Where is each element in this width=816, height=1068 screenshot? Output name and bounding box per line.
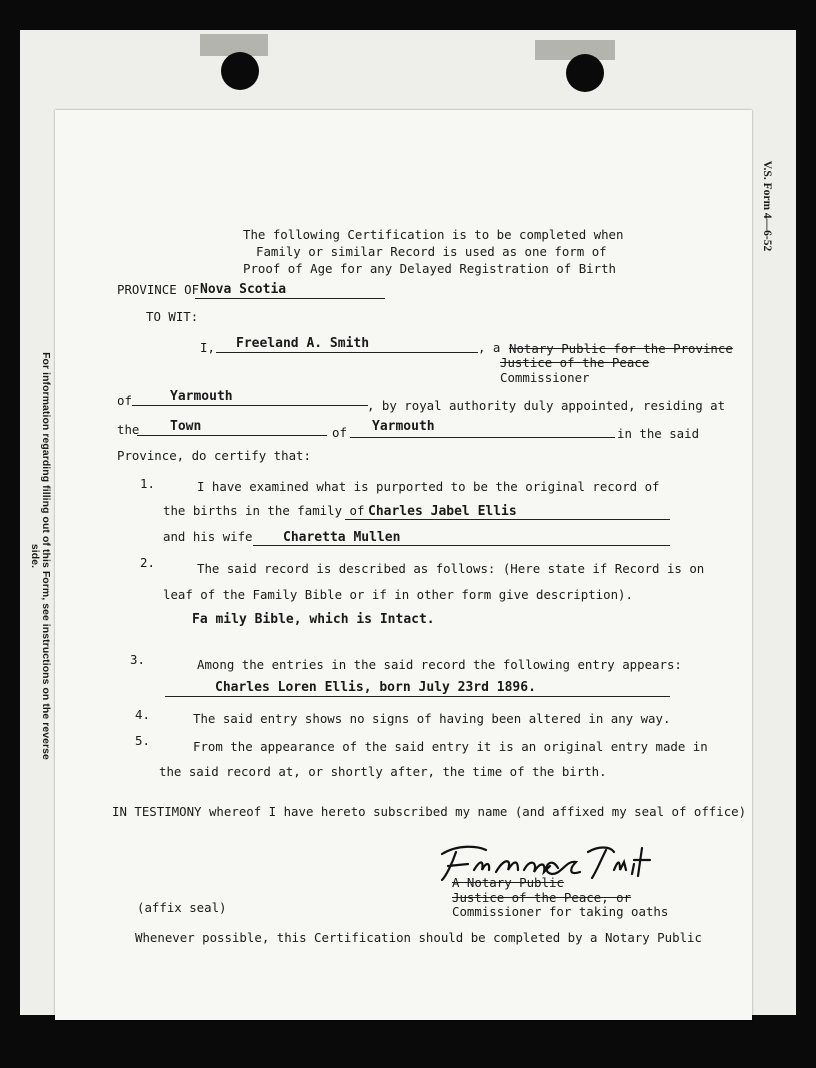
entry-line (165, 696, 670, 697)
item1-line1: I have examined what is purported to be the original record of (197, 479, 660, 494)
wife-name: Charetta Mullen (283, 530, 401, 545)
entry-value: Charles Loren Ellis, born July 23rd 1896. (215, 680, 536, 695)
of-label: of (117, 393, 132, 408)
footer-note: Whenever possible, this Certification should be completed by a Notary Public (135, 930, 702, 945)
affix-seal: (affix seal) (137, 900, 227, 915)
title-kept: Commissioner (500, 370, 590, 385)
family-name: Charles Jabel Ellis (368, 504, 517, 519)
header-line-2: Family or similar Record is used as one form of (256, 244, 607, 259)
in-said: in the said (617, 426, 700, 441)
of-line (132, 405, 368, 406)
i-label: I, (200, 340, 215, 355)
item3-line1: Among the entries in the said record the following entry appears: (197, 657, 682, 672)
item3-number: 3. (130, 652, 145, 667)
to-wit: TO WIT: (146, 309, 199, 324)
wife-label: and his wife (163, 529, 253, 544)
a-label: , a (478, 340, 501, 355)
sig-kept: Commissioner for taking oaths (452, 904, 669, 919)
side-note: For information regarding filling out of this Form, see instructions on the reverse side. (29, 352, 51, 760)
province-value: Nova Scotia (200, 282, 287, 297)
form-number: V.S. Form 4—6-52 (761, 160, 773, 252)
province-line (195, 298, 385, 299)
declarant-name: Freeland A. Smith (236, 336, 370, 351)
the-value: Town (170, 419, 202, 434)
item5-line2: the said record at, or shortly after, the time of the birth. (159, 764, 607, 779)
item2-number: 2. (140, 555, 155, 570)
appointed-text: , by royal authority duly appointed, residing at (367, 398, 726, 413)
title-struck-1: Notary Public for the Province (509, 341, 733, 356)
sig-struck-2: Justice of the Peace, or (452, 890, 632, 905)
province-label: PROVINCE OF (117, 282, 200, 297)
declarant-line (216, 352, 478, 353)
item1-line2: the births in the family of (163, 503, 365, 518)
header-line-1: The following Certification is to be completed when (243, 227, 624, 242)
punch-hole-left (221, 52, 259, 90)
wife-line (253, 545, 670, 546)
record-description: Fa mily Bible, which is Intact. (192, 612, 435, 627)
family-line (345, 519, 670, 520)
item4-line1: The said entry shows no signs of having been altered in any way. (193, 711, 671, 726)
of2-line (350, 437, 615, 438)
header-line-3: Proof of Age for any Delayed Registration of Birth (243, 261, 616, 276)
the-label: the (117, 422, 140, 437)
testimony: IN TESTIMONY whereof I have hereto subscribed my name (and affixed my seal of office) (112, 804, 747, 819)
the-line (137, 435, 327, 436)
of2-label: of (332, 425, 347, 440)
item4-number: 4. (135, 707, 150, 722)
item2-line2: leaf of the Family Bible or if in other form give description). (163, 587, 633, 602)
title-struck-2: Justice of the Peace (500, 355, 650, 370)
of-value: Yarmouth (170, 389, 233, 404)
punch-hole-right (566, 54, 604, 92)
of2-value: Yarmouth (372, 419, 435, 434)
province-certify: Province, do certify that: (117, 448, 311, 463)
sig-struck-1: A Notary Public (452, 875, 564, 890)
item5-number: 5. (135, 733, 150, 748)
item1-number: 1. (140, 476, 155, 491)
item2-line1: The said record is described as follows: (Here state if Record is on (197, 561, 705, 576)
item5-line1: From the appearance of the said entry it is an original entry made in (193, 739, 708, 754)
